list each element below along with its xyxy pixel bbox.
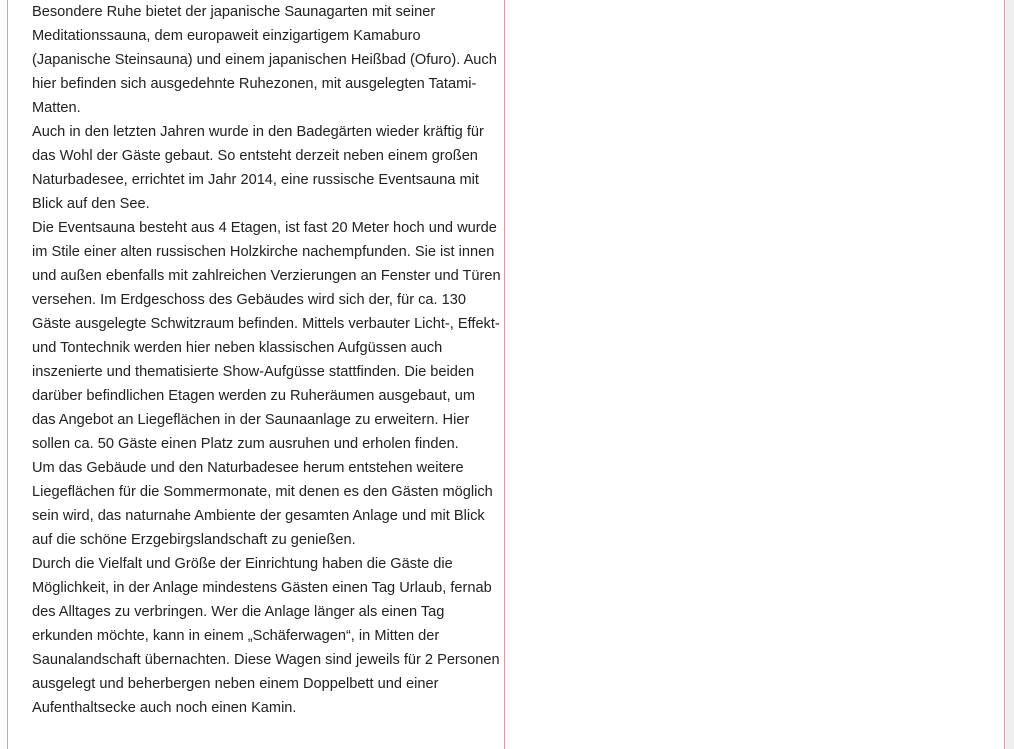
article-column [7,0,505,749]
paragraph-lounge-areas: Um das Gebäude und den Naturbadesee herum entstehen weitere Liegeflächen für die Sommermonate, mit denen es den Gästen möglich sein wird, das naturnahe Ambiente der gesamten Anlage und mit Blick auf die schöne Erzgebirgslandschaft zu genießen. [32,460,493,548]
paragraph-event-sauna: Die Eventsauna besteht aus 4 Etagen, ist fast 20 Meter hoch und wurde im Stile einer alten russischen Holzkirche nachempfunden. Sie ist innen und außen ebenfalls mit zahlreichen Verzierungen an Fenster und Türen versehen. Im Erdgeschoss des Gebäudes wird sich der, für ca. 130 Gäste ausgelegte Schwitzraum befinden. Mittels verbauter Licht-, Effekt- und Tontechnik werden hier neben klassischen Aufgüssen auch inszenierte und thematisierte Show-Aufgüsse stattfinden. Die beiden darüber befindlichen Etagen werden zu Ruheräumen ausgebaut, um das Angebot an Liegeflächen in der Saunaanlage zu erweitern. Hier sollen ca. 50 Gäste einen Platz zum ausruhen und erholen finden. [32,220,501,452]
paragraph-overnight-stay: Durch die Vielfalt und Größe der Einrichtung haben die Gäste die Möglichkeit, in der Anlage mindestens Gästen einen Tag Urlaub, fernab des Alltages zu verbringen. Wer die Anlage länger als einen Tag erkunden möchte, kann in einem „Schäferwagen“, in Mitten der Saunalandschaft übernachten. Diese Wagen sind jeweils für 2 Personen ausgelegt und beherbergen neben einem Doppelbett und einer Aufenthaltsecke auch noch einen Kamin. [32,556,500,716]
article-text [32,0,502,720]
paragraph-recent-construction: Auch in den letzten Jahren wurde in den Badegärten wieder kräftig für das Wohl der Gäste gebaut. So entsteht derzeit neben einem großen Naturbadesee, errichtet im Jahr 2014, eine russische Eventsauna mit Blick auf den See. [32,124,484,212]
paragraph-japanese-garden: Besondere Ruhe bietet der japanische Saunagarten mit seiner Meditationssauna, dem europaweit einzigartigem Kamaburo (Japanische Steinsauna) und einem japanischen Heißbad (Ofuro). Auch hier befinden sich ausgedehnte Ruhezonen, mit ausgelegten Tatami-Matten. [32,4,497,116]
page-scroll-gutter [1006,0,1014,749]
sidebar-column [505,0,1005,749]
